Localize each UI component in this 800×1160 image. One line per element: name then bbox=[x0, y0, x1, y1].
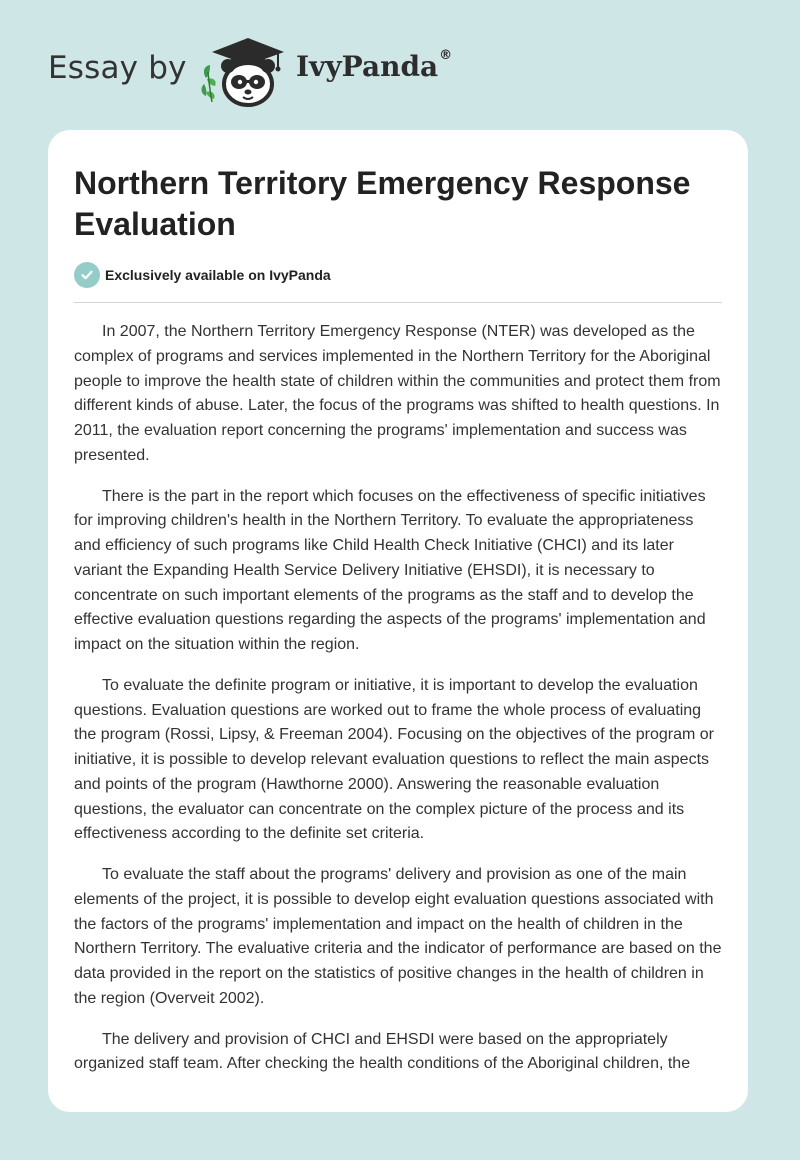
paragraph: To evaluate the staff about the programs' delivery and provision as one of the main elements of the project, it is possible to develop eight evaluation questions associated with the factors of the programs' implementation and impact on the health of children in the Northern Territory. The evaluative criteria and the indicator of performance are based on the data provided in the report on the statistics of positive changes in the health of children in the region (Overveit 2002). bbox=[74, 866, 722, 1007]
exclusive-label: Exclusively available on IvyPanda bbox=[105, 267, 331, 283]
brand-name[interactable] bbox=[296, 50, 452, 83]
divider bbox=[74, 302, 722, 303]
site-header bbox=[0, 0, 800, 130]
brand-name-text: IvyPanda bbox=[296, 50, 439, 83]
paragraph: In 2007, the Northern Territory Emergency Response (NTER) was developed as the complex of programs and services implemented in the Northern Territory for the Aboriginal people to improve the health state of children within the communities and protect them from different kinds of abuse. Later, the focus of the programs was shifted to health questions. In 2011, the evaluation report concerning the programs' implementation and success was presented. bbox=[74, 323, 721, 464]
paragraph: To evaluate the definite program or initiative, it is important to develop the evaluation questions. Evaluation questions are worked out to frame the whole process of evaluating the program (Rossi, Lipsy, & Freeman 2004). Focusing on the objectives of the program or initiative, it is possible to develop relevant evaluation questions to reflect the main aspects and points of the program (Hawthorne 2000). Answering the reasonable evaluation questions, the evaluator can concentrate on the complex picture of the process and its effectiveness according to the definite set criteria. bbox=[74, 676, 715, 843]
page-title: Northern Territory Emergency Response Evaluation bbox=[74, 165, 691, 242]
checkmark-icon bbox=[74, 262, 100, 288]
registered-mark: ® bbox=[439, 48, 453, 63]
panda-graduation-cap-icon[interactable] bbox=[198, 32, 292, 110]
essay-body bbox=[74, 320, 724, 1093]
paragraph: The delivery and provision of CHCI and EHSDI were based on the appropriately organized staff team. After checking the health conditions of the Aboriginal children, the bbox=[74, 1030, 691, 1073]
essay-card bbox=[48, 130, 748, 1112]
exclusive-badge bbox=[74, 262, 331, 288]
paragraph: There is the part in the report which focuses on the effectiveness of specific initiatives for improving children's health in the Northern Territory. To evaluate the appropriateness and efficiency of such programs like Child Health Check Initiative (CHCI) and its later variant the Expanding Health Service Delivery Initiative (EHSDI), it is necessary to concentrate on such important elements of the programs as the staff and to develop the effective evaluation questions regarding the aspects of the programs' implementation and impact on the situation within the region. bbox=[74, 487, 706, 653]
essay-by-label: Essay by bbox=[48, 50, 187, 86]
